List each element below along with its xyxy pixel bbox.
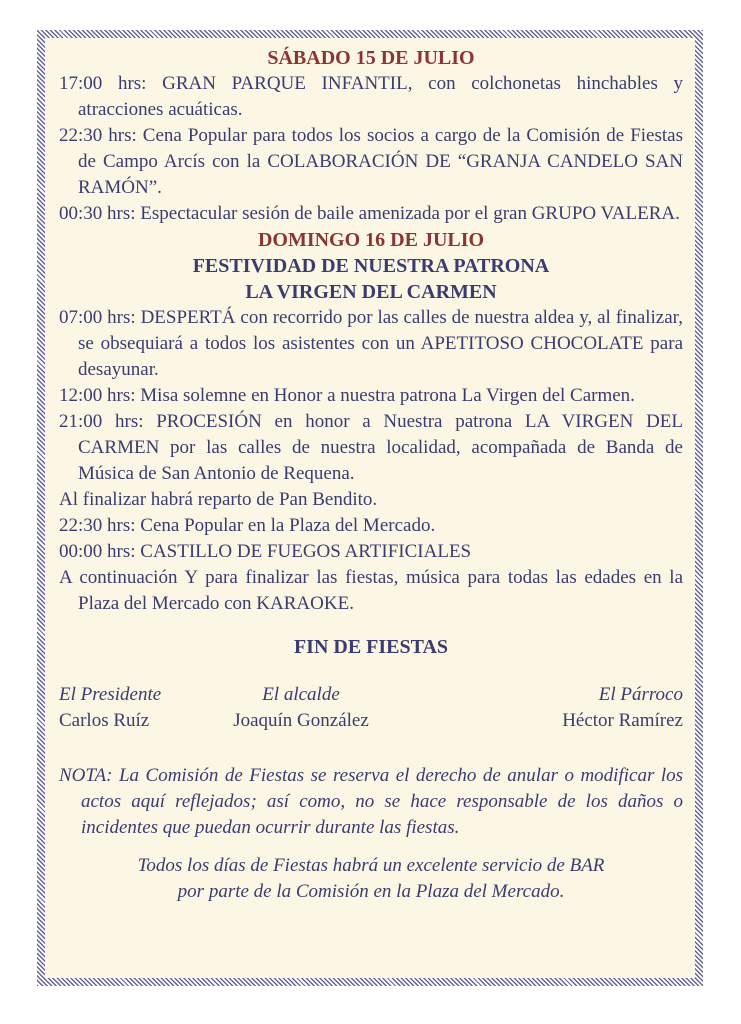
event-item: A continuación Y para finalizar las fiestas, música para todas las edades en la Plaza del Mercado con KARAOKE. <box>59 567 683 614</box>
nota-disclaimer: NOTA: La Comisión de Fiestas se reserva el derecho de anular o modificar los actos aquí reflejados; así como, no se hace responsable de los daños o incidentes que puedan ocurrir durante las fiestas. <box>59 765 683 838</box>
event-item: 22:30 hrs: Cena Popular en la Plaza del Mercado. <box>59 515 436 536</box>
signature-role: El Párroco <box>598 684 683 705</box>
closing-note-line: Todos los días de Fiestas habrá un excelente servicio de BAR <box>137 855 605 876</box>
event-item: 00:00 hrs: CASTILLO DE FUEGOS ARTIFICIALES <box>59 541 472 562</box>
event-item: 12:00 hrs: Misa solemne en Honor a nuestra patrona La Virgen del Carmen. <box>59 385 635 406</box>
signature-name: Joaquín González <box>233 710 369 731</box>
day2-subtitle-virgen: LA VIRGEN DEL CARMEN <box>245 281 497 303</box>
closing-note-line: por parte de la Comisión en la Plaza del Mercado. <box>177 881 565 902</box>
signature-role: El Presidente <box>59 684 162 705</box>
event-item: 00:30 hrs: Espectacular sesión de baile amenizada por el gran GRUPO VALERA. <box>59 203 680 224</box>
decorative-hatched-border <box>37 30 703 986</box>
signature-presidente <box>59 682 161 734</box>
day1-title: SÁBADO 15 DE JULIO <box>267 47 475 69</box>
day2-subtitle-festividad: FESTIVIDAD DE NUESTRA PATRONA <box>192 255 550 277</box>
event-item: 22:30 hrs: Cena Popular para todos los socios a cargo de la Comisión de Fiestas de Campo Arcís con la COLABORACIÓN DE “GRANJA CANDELO SAN RAMÓN”. <box>59 125 683 198</box>
day2-title: DOMINGO 16 DE JULIO <box>257 229 485 251</box>
fin-de-fiestas-title: FIN DE FIESTAS <box>293 636 449 658</box>
signature-name: Héctor Ramírez <box>562 710 683 731</box>
signature-role: El alcalde <box>262 684 340 705</box>
event-item: 07:00 hrs: DESPERTÁ con recorrido por las calles de nuestra aldea y, al finalizar, se obsequiará a todos los asistentes con un APETITOSO CHOCOLATE para desayunar. <box>59 307 683 380</box>
signature-parroco <box>562 682 683 734</box>
event-item: Al finalizar habrá reparto de Pan Bendito. <box>59 489 378 510</box>
closing-note <box>59 853 683 905</box>
event-item: 21:00 hrs: PROCESIÓN en honor a Nuestra patrona LA VIRGEN DEL CARMEN por las calles de nuestra localidad, acompañada de Banda de Música de San Antonio de Requena. <box>59 411 683 484</box>
signatures-row <box>59 682 683 734</box>
program-page <box>45 38 695 978</box>
signature-name: Carlos Ruíz <box>59 710 150 731</box>
event-item: 17:00 hrs: GRAN PARQUE INFANTIL, con colchonetas hinchables y atracciones acuáticas. <box>59 73 683 120</box>
signature-alcalde <box>233 682 369 734</box>
